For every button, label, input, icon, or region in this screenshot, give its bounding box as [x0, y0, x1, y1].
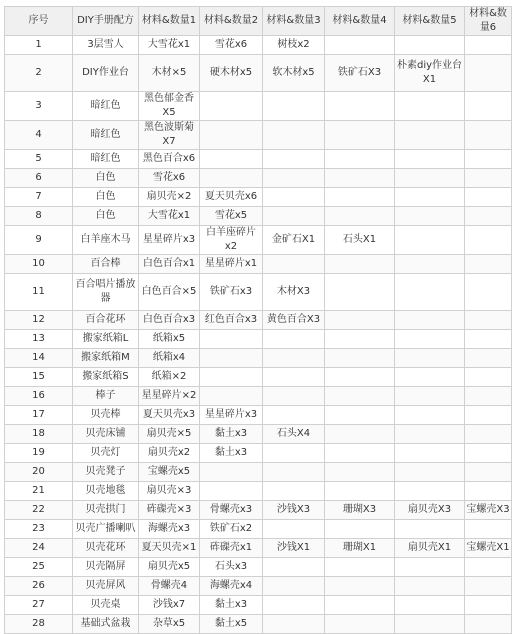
- row-index-cell: 4: [5, 121, 73, 150]
- material-cell: [263, 121, 325, 150]
- table-body: [5, 36, 512, 634]
- material-cell: [465, 36, 512, 55]
- material-cell: 铁矿石x3: [200, 274, 263, 311]
- header-recipe: DIY手册配方: [73, 7, 139, 36]
- table-row: [5, 274, 512, 311]
- row-index-cell: 19: [5, 444, 73, 463]
- material-cell: 沙钱x7: [139, 596, 200, 615]
- row-index-cell: 15: [5, 368, 73, 387]
- material-cell: 大雪花x1: [139, 207, 200, 226]
- material-cell: [325, 207, 395, 226]
- material-cell: 木材X3: [263, 274, 325, 311]
- recipe-name-cell: 百合花环: [73, 311, 139, 330]
- material-cell: [200, 463, 263, 482]
- table-row: [5, 330, 512, 349]
- material-cell: [263, 368, 325, 387]
- material-cell: [395, 482, 465, 501]
- row-index-cell: 2: [5, 55, 73, 92]
- material-cell: [325, 121, 395, 150]
- material-cell: 扇贝壳x5: [139, 558, 200, 577]
- material-cell: [395, 255, 465, 274]
- material-cell: [325, 274, 395, 311]
- material-cell: 砗磲壳×3: [139, 501, 200, 520]
- material-cell: [263, 349, 325, 368]
- material-cell: 大雪花x1: [139, 36, 200, 55]
- recipe-name-cell: 搬家纸箱S: [73, 368, 139, 387]
- material-cell: 白色百合x1: [139, 255, 200, 274]
- table-row: [5, 520, 512, 539]
- recipe-name-cell: 贝壳床铺: [73, 425, 139, 444]
- material-cell: [263, 406, 325, 425]
- material-cell: [465, 444, 512, 463]
- material-cell: 雪花x5: [200, 207, 263, 226]
- row-index-cell: 10: [5, 255, 73, 274]
- material-cell: [465, 121, 512, 150]
- material-cell: 黑色百合x6: [139, 150, 200, 169]
- row-index-cell: 17: [5, 406, 73, 425]
- row-index-cell: 24: [5, 539, 73, 558]
- table-row: [5, 349, 512, 368]
- material-cell: 黑色郁金香X5: [139, 92, 200, 121]
- table-row: [5, 92, 512, 121]
- row-index-cell: 5: [5, 150, 73, 169]
- material-cell: [465, 207, 512, 226]
- material-cell: 雪花x6: [200, 36, 263, 55]
- table-row: [5, 425, 512, 444]
- material-cell: 木材×5: [139, 55, 200, 92]
- table-row: [5, 577, 512, 596]
- material-cell: [200, 368, 263, 387]
- material-cell: 硬木材x5: [200, 55, 263, 92]
- material-cell: [263, 255, 325, 274]
- table-row: [5, 226, 512, 255]
- table-row: [5, 169, 512, 188]
- header-material-6: 材料&数量6: [465, 7, 512, 36]
- material-cell: [263, 207, 325, 226]
- material-cell: [395, 596, 465, 615]
- material-cell: [395, 558, 465, 577]
- recipe-name-cell: 基础式盆栽: [73, 615, 139, 634]
- table-row: [5, 596, 512, 615]
- material-cell: 沙钱X1: [263, 539, 325, 558]
- table-row: [5, 188, 512, 207]
- material-cell: [200, 330, 263, 349]
- material-cell: [465, 311, 512, 330]
- material-cell: [325, 425, 395, 444]
- material-cell: 软木材x5: [263, 55, 325, 92]
- table-row: [5, 55, 512, 92]
- recipe-name-cell: 暗红色: [73, 121, 139, 150]
- material-cell: [395, 311, 465, 330]
- recipe-name-cell: 贝壳桌: [73, 596, 139, 615]
- material-cell: 黄色百合X3: [263, 311, 325, 330]
- material-cell: [325, 36, 395, 55]
- row-index-cell: 13: [5, 330, 73, 349]
- material-cell: 海螺壳x3: [139, 520, 200, 539]
- recipe-name-cell: 暗红色: [73, 150, 139, 169]
- material-cell: 铁矿石X3: [325, 55, 395, 92]
- material-cell: [465, 463, 512, 482]
- material-cell: [325, 311, 395, 330]
- material-cell: [465, 482, 512, 501]
- material-cell: [325, 330, 395, 349]
- material-cell: [200, 482, 263, 501]
- material-cell: 雪花x6: [139, 169, 200, 188]
- material-cell: [395, 150, 465, 169]
- material-cell: [325, 92, 395, 121]
- material-cell: [395, 368, 465, 387]
- row-index-cell: 12: [5, 311, 73, 330]
- material-cell: [395, 121, 465, 150]
- material-cell: [395, 444, 465, 463]
- table-row: [5, 255, 512, 274]
- recipe-name-cell: 贝壳隔屏: [73, 558, 139, 577]
- material-cell: 宝螺壳X1: [465, 539, 512, 558]
- recipe-name-cell: 白色: [73, 169, 139, 188]
- table-row: [5, 150, 512, 169]
- row-index-cell: 28: [5, 615, 73, 634]
- material-cell: 沙钱X3: [263, 501, 325, 520]
- material-cell: [465, 520, 512, 539]
- material-cell: 夏天贝壳x6: [200, 188, 263, 207]
- row-index-cell: 18: [5, 425, 73, 444]
- material-cell: [263, 92, 325, 121]
- material-cell: 扇贝壳X1: [395, 539, 465, 558]
- header-material-1: 材料&数量1: [139, 7, 200, 36]
- material-cell: [465, 92, 512, 121]
- material-cell: [325, 615, 395, 634]
- material-cell: 星星碎片x3: [200, 406, 263, 425]
- header-material-5: 材料&数量5: [395, 7, 465, 36]
- material-cell: 黏土x3: [200, 596, 263, 615]
- material-cell: [263, 330, 325, 349]
- table-row: [5, 387, 512, 406]
- recipe-name-cell: 暗红色: [73, 92, 139, 121]
- material-cell: [465, 368, 512, 387]
- material-cell: [200, 121, 263, 150]
- recipe-name-cell: 搬家纸箱L: [73, 330, 139, 349]
- material-cell: 宝螺壳x5: [139, 463, 200, 482]
- material-cell: [263, 596, 325, 615]
- material-cell: [325, 349, 395, 368]
- material-cell: 石头X4: [263, 425, 325, 444]
- recipe-name-cell: 贝壳凳子: [73, 463, 139, 482]
- material-cell: 黏土x3: [200, 444, 263, 463]
- header-material-3: 材料&数量3: [263, 7, 325, 36]
- material-cell: [263, 558, 325, 577]
- material-cell: 夏天贝壳×1: [139, 539, 200, 558]
- material-cell: 纸箱×2: [139, 368, 200, 387]
- material-cell: [263, 387, 325, 406]
- recipe-name-cell: 百合唱片播放器: [73, 274, 139, 311]
- recipe-name-cell: 3层雪人: [73, 36, 139, 55]
- material-cell: 红色百合x3: [200, 311, 263, 330]
- material-cell: 石头x3: [200, 558, 263, 577]
- material-cell: [465, 188, 512, 207]
- recipe-name-cell: 贝壳灯: [73, 444, 139, 463]
- material-cell: [263, 520, 325, 539]
- table-row: [5, 207, 512, 226]
- material-cell: [325, 520, 395, 539]
- recipe-name-cell: 贝壳广播喇叭: [73, 520, 139, 539]
- recipe-name-cell: 白色: [73, 207, 139, 226]
- material-cell: 星星碎片x1: [200, 255, 263, 274]
- row-index-cell: 22: [5, 501, 73, 520]
- material-cell: [200, 150, 263, 169]
- row-index-cell: 14: [5, 349, 73, 368]
- recipe-name-cell: DIY作业台: [73, 55, 139, 92]
- material-cell: [200, 387, 263, 406]
- material-cell: 白色百合x3: [139, 311, 200, 330]
- material-cell: [465, 150, 512, 169]
- row-index-cell: 26: [5, 577, 73, 596]
- material-cell: 扇贝壳×2: [139, 188, 200, 207]
- material-cell: [395, 188, 465, 207]
- recipe-name-cell: 贝壳地毯: [73, 482, 139, 501]
- material-cell: [325, 463, 395, 482]
- material-cell: [200, 92, 263, 121]
- recipe-name-cell: 百合棒: [73, 255, 139, 274]
- material-cell: [263, 169, 325, 188]
- material-cell: 宝螺壳X3: [465, 501, 512, 520]
- table-row: [5, 444, 512, 463]
- material-cell: [395, 207, 465, 226]
- material-cell: [200, 349, 263, 368]
- material-cell: 朴素diy作业台X1: [395, 55, 465, 92]
- material-cell: [465, 615, 512, 634]
- row-index-cell: 23: [5, 520, 73, 539]
- material-cell: [325, 577, 395, 596]
- material-cell: 扇贝壳×3: [139, 482, 200, 501]
- material-cell: 黑色波斯菊X7: [139, 121, 200, 150]
- header-material-4: 材料&数量4: [325, 7, 395, 36]
- table-row: [5, 615, 512, 634]
- recipe-table-container: [4, 6, 512, 634]
- row-index-cell: 3: [5, 92, 73, 121]
- material-cell: 骨螺壳x3: [200, 501, 263, 520]
- material-cell: [263, 444, 325, 463]
- material-cell: [465, 169, 512, 188]
- table-row: [5, 121, 512, 150]
- row-index-cell: 9: [5, 226, 73, 255]
- material-cell: [395, 615, 465, 634]
- recipe-name-cell: 贝壳棒: [73, 406, 139, 425]
- table-row: [5, 36, 512, 55]
- row-index-cell: 6: [5, 169, 73, 188]
- material-cell: [325, 482, 395, 501]
- material-cell: 石头X1: [325, 226, 395, 255]
- material-cell: [263, 615, 325, 634]
- material-cell: [395, 349, 465, 368]
- material-cell: [465, 349, 512, 368]
- row-index-cell: 11: [5, 274, 73, 311]
- material-cell: [465, 425, 512, 444]
- table-row: [5, 539, 512, 558]
- material-cell: 夏天贝壳x3: [139, 406, 200, 425]
- material-cell: [465, 387, 512, 406]
- material-cell: [395, 387, 465, 406]
- material-cell: [395, 169, 465, 188]
- recipe-name-cell: 搬家纸箱M: [73, 349, 139, 368]
- material-cell: 白羊座碎片x2: [200, 226, 263, 255]
- material-cell: 铁矿石x2: [200, 520, 263, 539]
- material-cell: [465, 330, 512, 349]
- material-cell: [263, 577, 325, 596]
- material-cell: [465, 274, 512, 311]
- material-cell: 黏土x5: [200, 615, 263, 634]
- material-cell: [395, 425, 465, 444]
- material-cell: [465, 55, 512, 92]
- material-cell: 纸箱x5: [139, 330, 200, 349]
- recipe-name-cell: 白羊座木马: [73, 226, 139, 255]
- table-row: [5, 482, 512, 501]
- material-cell: 星星碎片×2: [139, 387, 200, 406]
- material-cell: [325, 150, 395, 169]
- material-cell: [325, 188, 395, 207]
- material-cell: [263, 463, 325, 482]
- material-cell: [465, 558, 512, 577]
- material-cell: [395, 463, 465, 482]
- recipe-name-cell: 贝壳拱门: [73, 501, 139, 520]
- recipe-name-cell: 贝壳花环: [73, 539, 139, 558]
- material-cell: 扇贝壳X3: [395, 501, 465, 520]
- material-cell: [325, 368, 395, 387]
- diy-recipe-table: [4, 6, 512, 634]
- material-cell: [263, 482, 325, 501]
- material-cell: [395, 577, 465, 596]
- material-cell: [325, 255, 395, 274]
- material-cell: [465, 577, 512, 596]
- material-cell: 黏土x3: [200, 425, 263, 444]
- material-cell: 树枝x2: [263, 36, 325, 55]
- table-row: [5, 558, 512, 577]
- row-index-cell: 8: [5, 207, 73, 226]
- material-cell: [465, 255, 512, 274]
- table-header-row: [5, 7, 512, 36]
- material-cell: [395, 520, 465, 539]
- material-cell: [395, 406, 465, 425]
- material-cell: [395, 36, 465, 55]
- material-cell: [395, 92, 465, 121]
- material-cell: [325, 596, 395, 615]
- material-cell: [325, 387, 395, 406]
- row-index-cell: 21: [5, 482, 73, 501]
- material-cell: [465, 596, 512, 615]
- material-cell: [325, 558, 395, 577]
- material-cell: [325, 169, 395, 188]
- material-cell: [465, 406, 512, 425]
- material-cell: 金矿石X1: [263, 226, 325, 255]
- material-cell: [200, 169, 263, 188]
- material-cell: [395, 330, 465, 349]
- recipe-name-cell: 贝壳屏风: [73, 577, 139, 596]
- material-cell: 海螺壳x4: [200, 577, 263, 596]
- row-index-cell: 1: [5, 36, 73, 55]
- header-index: 序号: [5, 7, 73, 36]
- row-index-cell: 20: [5, 463, 73, 482]
- row-index-cell: 16: [5, 387, 73, 406]
- material-cell: [395, 226, 465, 255]
- material-cell: 杂草x5: [139, 615, 200, 634]
- table-row: [5, 501, 512, 520]
- material-cell: 纸箱x4: [139, 349, 200, 368]
- material-cell: [395, 274, 465, 311]
- material-cell: 珊瑚X3: [325, 501, 395, 520]
- table-row: [5, 463, 512, 482]
- material-cell: [465, 226, 512, 255]
- material-cell: 扇贝壳x2: [139, 444, 200, 463]
- material-cell: [263, 150, 325, 169]
- recipe-name-cell: 白色: [73, 188, 139, 207]
- table-row: [5, 368, 512, 387]
- row-index-cell: 7: [5, 188, 73, 207]
- material-cell: [325, 406, 395, 425]
- material-cell: 扇贝壳×5: [139, 425, 200, 444]
- header-material-2: 材料&数量2: [200, 7, 263, 36]
- material-cell: [325, 444, 395, 463]
- material-cell: 星星碎片x3: [139, 226, 200, 255]
- recipe-name-cell: 棒子: [73, 387, 139, 406]
- material-cell: 骨螺壳4: [139, 577, 200, 596]
- material-cell: 白色百合×5: [139, 274, 200, 311]
- material-cell: [263, 188, 325, 207]
- table-row: [5, 406, 512, 425]
- row-index-cell: 27: [5, 596, 73, 615]
- table-row: [5, 311, 512, 330]
- material-cell: 珊瑚X1: [325, 539, 395, 558]
- material-cell: 砗磲壳x1: [200, 539, 263, 558]
- row-index-cell: 25: [5, 558, 73, 577]
